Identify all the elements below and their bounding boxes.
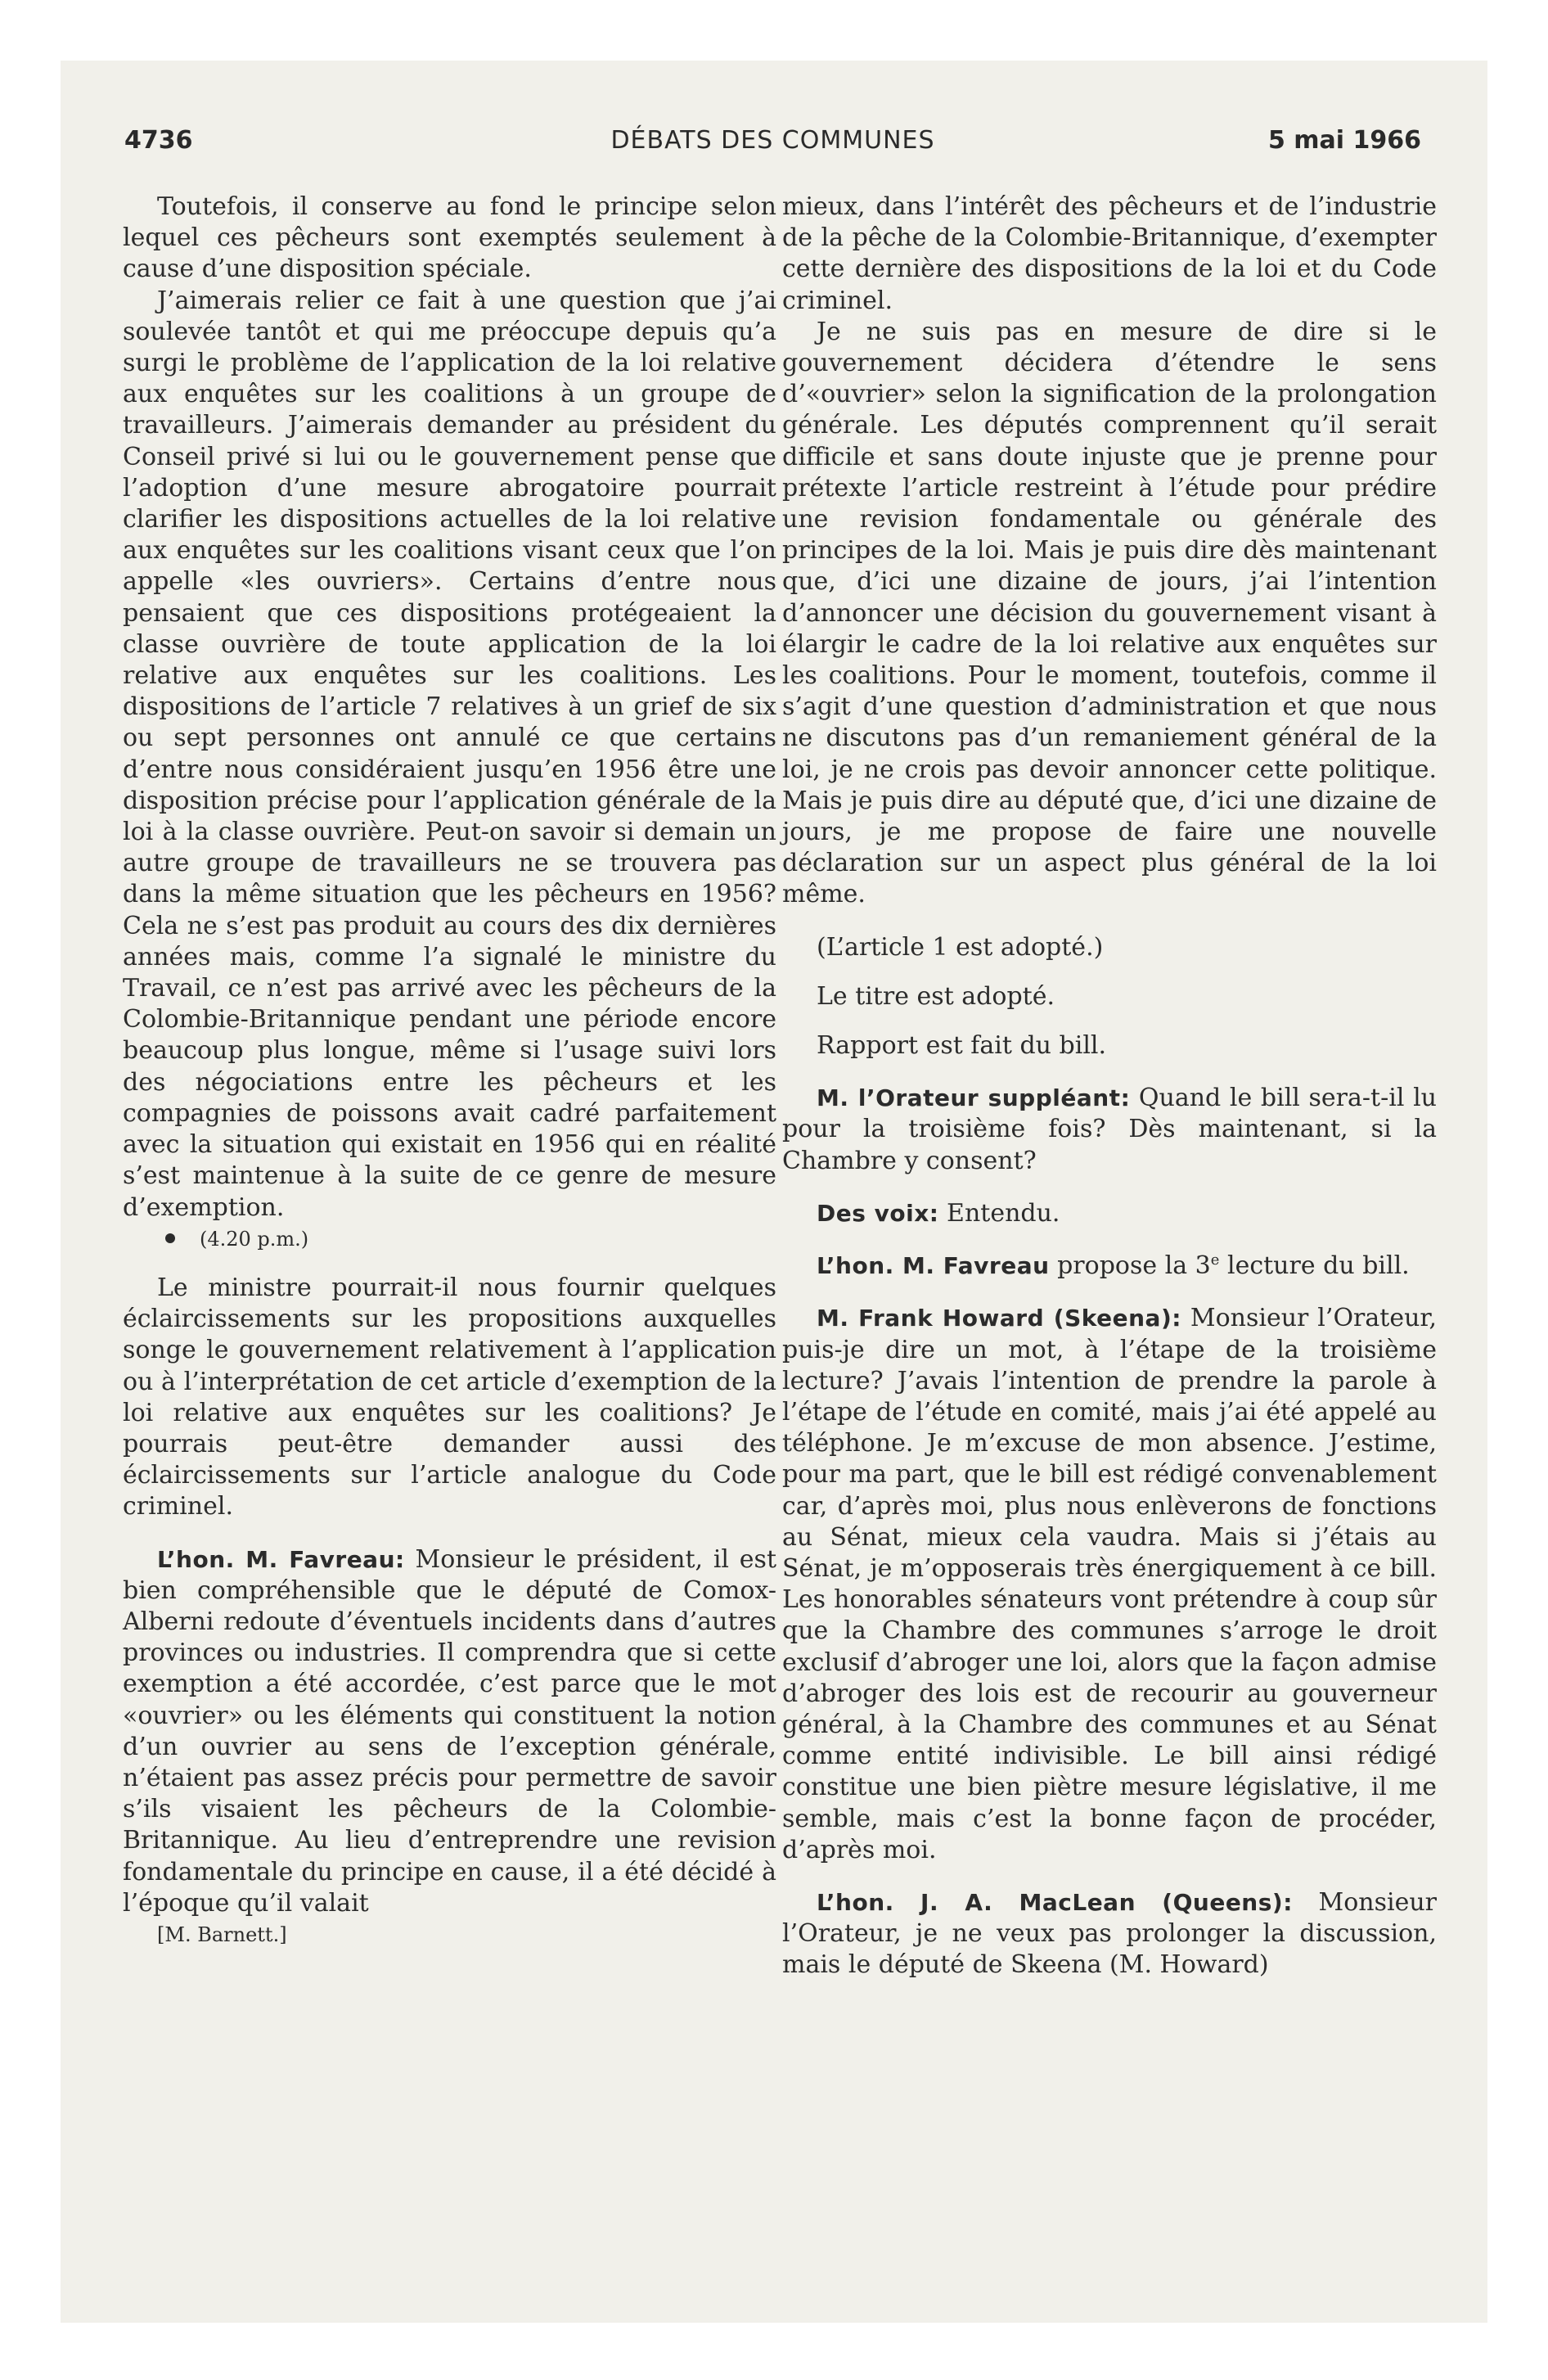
journal-title: DÉBATS DES COMMUNES bbox=[610, 126, 935, 155]
page-number: 4736 bbox=[124, 126, 193, 155]
speaker-name: M. Frank Howard (Skeena): bbox=[817, 1305, 1181, 1332]
speech bbox=[782, 1198, 1437, 1229]
time-marker-text: (4.20 p.m.) bbox=[200, 1227, 309, 1251]
speaker-name: Des voix: bbox=[817, 1199, 939, 1227]
speech bbox=[782, 1083, 1437, 1177]
speech-text: Monsieur l’Orateur, je ne veux pas prolonger la discussion, mais le député de Skeena (M. Howard) bbox=[782, 1887, 1437, 1980]
speech-text: propose la 3 bbox=[1057, 1251, 1211, 1281]
speech bbox=[782, 1887, 1437, 1981]
procedural-note: Le titre est adopté. bbox=[817, 981, 1055, 1011]
paragraph: Le ministre pourrait-il nous fournir quelques éclaircissements sur les propositions auxquelles songe le gouvernement relativement à l’application ou à l’interprétation de cet article d’exemption de la loi relative aux enquêtes sur les coalitions? Je pourrais peut-être demander aussi des éclaircissements sur l’article analogue du Code criminel. bbox=[123, 1273, 776, 1521]
page-header bbox=[124, 126, 1421, 162]
speech bbox=[782, 1303, 1437, 1866]
procedural-note: Rapport est fait du bill. bbox=[817, 1031, 1107, 1061]
procedural-note: (L’article 1 est adopté.) bbox=[817, 932, 1104, 962]
speaker-name: M. l’Orateur suppléant: bbox=[817, 1084, 1131, 1112]
speech bbox=[123, 1544, 776, 1919]
right-column bbox=[782, 192, 1437, 1981]
speaker-name: L’hon. M. Favreau bbox=[817, 1252, 1050, 1280]
speech-text: Entendu. bbox=[947, 1198, 1060, 1228]
ordinal-suffix: e bbox=[1210, 1251, 1220, 1269]
paragraph: mieux, dans l’intérêt des pêcheurs et de l’industrie de la pêche de la Colombie-Britannique, d’exempter cette dernière des dispositions de la loi et du Code criminel. bbox=[782, 192, 1437, 315]
speech bbox=[782, 1251, 1437, 1282]
speaker-footnote: [M. Barnett.] bbox=[157, 1922, 287, 1946]
scanned-page bbox=[61, 61, 1487, 2323]
bullet-icon bbox=[165, 1233, 175, 1243]
speech-text: Monsieur l’Orateur, puis-je dire un mot, à l’étape de la troisième lecture? J’avais l’intention de prendre la parole à l’étape de l’étude en comité, mais j’ai été appelé au téléphone. Je m’excuse de mon absence. J’estime, pour ma part, que le bill est rédigé convenablement car, d’après moi, plus nous enlèverons de fonctions au Sénat, mieux cela vaudra. Mais si j’étais au Sénat, je m’opposerais très énergiquement à ce bill. Les honorables sénateurs vont prétendre à coup sûr que la Chambre des communes s’arroge le droit exclusif d’abroger une loi, alors que la façon admise d’abroger des lois est de recourir au gouverneur général, à la Chambre des communes et au Sénat comme entité indivisible. Le bill ainsi rédigé constitue une bien piètre mesure législative, il me semble, mais c’est la bonne façon de procéder, d’après moi. bbox=[782, 1304, 1437, 1864]
time-marker bbox=[123, 1224, 776, 1255]
left-column bbox=[123, 192, 776, 1950]
speech-text: Monsieur le président, il est bien compréhensible que le député de Comox-Alberni redoute d’éventuels incidents dans d’autres provinces ou industries. Il comprendra que si cette exemption a été accordée, c’est parce que le mot «ouvrier» ou les éléments qui constituent la notion d’un ouvrier au sens de l’exception générale, n’étaient pas assez précis pour permettre de savoir s’ils visaient les pêcheurs de la Colombie-Britannique. Au lieu d’entreprendre une revision fondamentale du principe en cause, il a été décidé à l’époque qu’il valait bbox=[123, 1544, 777, 1918]
paragraph: Toutefois, il conserve au fond le principe selon lequel ces pêcheurs sont exemptés seulement à cause d’une disposition spéciale. bbox=[123, 192, 776, 284]
speaker-name: L’hon. M. Favreau: bbox=[157, 1545, 405, 1573]
speech-text: lecture du bill. bbox=[1226, 1251, 1410, 1281]
speech-text: Quand le bill sera-t-il lu pour la troisième fois? Dès maintenant, si la Chambre y consent? bbox=[782, 1084, 1437, 1175]
paragraph: J’aimerais relier ce fait à une question que j’ai soulevée tantôt et qui me préoccupe depuis qu’a surgi le problème de l’application de la loi relative aux enquêtes sur les coalitions à un groupe de travailleurs. J’aimerais demander au président du Conseil privé si lui ou le gouvernement pense que l’adoption d’une mesure abrogatoire pourrait clarifier les dispositions actuelles de la loi relative aux enquêtes sur les coalitions visant ceux que l’on appelle «les ouvriers». Certains d’entre nous pensaient que ces dispositions protégeaient la classe ouvrière de toute application de la loi relative aux enquêtes sur les coalitions. Les dispositions de l’article 7 relatives à un grief de six ou sept personnes ont annulé ce que certains d’entre nous considéraient jusqu’en 1956 être une disposition précise pour l’application générale de la loi à la classe ouvrière. Peut-on savoir si demain un autre groupe de travailleurs ne se trouvera pas dans la même situation que les pêcheurs en 1956? Cela ne s’est pas produit au cours des dix dernières années mais, comme l’a signalé le ministre du Travail, ce n’est pas arrivé avec les pêcheurs de la Colombie-Britannique pendant une période encore beaucoup plus longue, même si l’usage suivi lors des négociations entre les pêcheurs et les compagnies de poissons avait cadré parfaitement avec la situation qui existait en 1956 qui en réalité s’est maintenue à la suite de ce genre de mesure d’exemption. bbox=[123, 286, 776, 1222]
speaker-name: L’hon. J. A. MacLean (Queens): bbox=[817, 1888, 1293, 1916]
paragraph: Je ne suis pas en mesure de dire si le gouvernement décidera d’étendre le sens d’«ouvrier» selon la signification de la prolongation générale. Les députés comprennent qu’il serait difficile et sans doute injuste que je prenne pour prétexte l’article restreint à l’étude pour prédire une revision fondamentale ou générale des principes de la loi. Mais je puis dire dès maintenant que, d’ici une dizaine de jours, j’ai l’intention d’annoncer une décision du gouvernement visant à élargir le cadre de la loi relative aux enquêtes sur les coalitions. Pour le moment, toutefois, comme il s’agit d’une question d’administration et que nous ne discutons pas d’un remaniement général de la loi, je ne crois pas devoir annoncer cette politique. Mais je puis dire au député que, d’ici une dizaine de jours, je me propose de faire une nouvelle déclaration sur un aspect plus général de la loi même. bbox=[782, 317, 1437, 909]
issue-date: 5 mai 1966 bbox=[1267, 126, 1421, 155]
